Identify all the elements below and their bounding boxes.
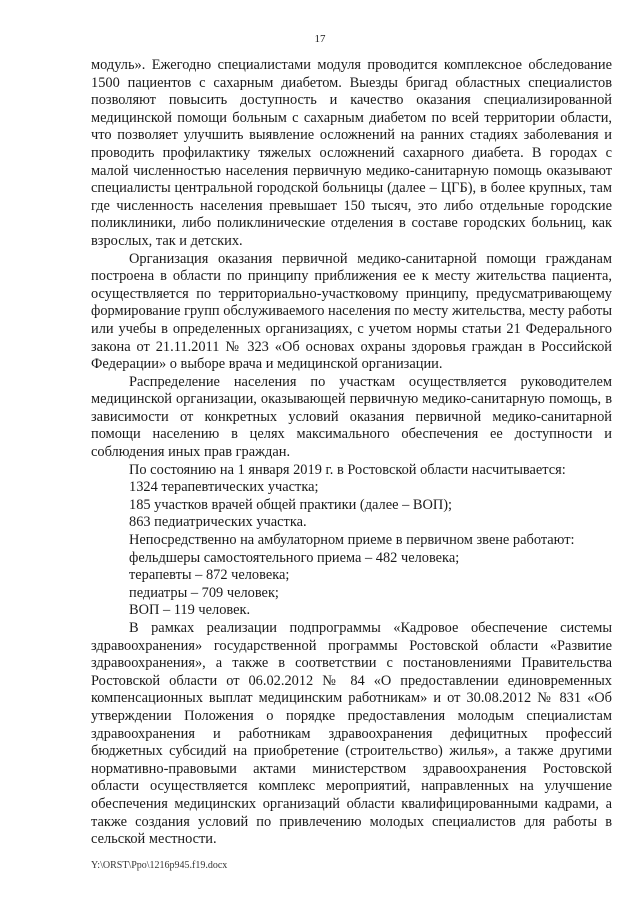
- paragraph-outpatient-intro: Непосредственно на амбулаторном приеме в первичном звене работают:: [129, 532, 575, 549]
- list-item-therapists: терапевты – 872 человека;: [129, 567, 290, 584]
- list-item-therapeutic-districts: 1324 терапевтических участка;: [129, 479, 319, 496]
- paragraph-status-intro: По состоянию на 1 января 2019 г. в Ростовской области насчитывается:: [129, 461, 566, 478]
- list-item-gp-districts: 185 участков врачей общей практики (далее – ВОП);: [129, 496, 453, 513]
- paragraph-staffing-subprogram: В рамках реализации подпрограммы «Кадровое обеспечение системы здравоохранения» государственной программы Ростовской области «Развитие здравоохранения», а также в соответствии с постановлениями Правительства Ростовской области от 06.02.2012 № 84 «О предоставлении единовременных компенсационных выплат медицинским работникам» и от 30.08.2012 № 831 «Об утверждении Положения о порядке предоставления молодым специалистам здравоохранения и работникам здравоохранения дефицитных профессий бюджетных субсидий на приобретение (строительство) жилья», а также другими нормативно-правовыми актами министерством здравоохранения Ростовской области осуществляется комплекс мероприятий, направленных на улучшение обеспечения медицинских организаций области квалифицированными кадрами, а также создания условий по привлечению молодых специалистов для работы в сельской местности.: [91, 620, 612, 848]
- paragraph-primary-care-organization: Организация оказания первичной медико-санитарной помощи гражданам построена в области по принципу приближения ее к месту жительства пациента, осуществляется по территориально-участковому принципу, предусматривающему формирование групп обслуживаемого населения по месту жительства, месту работы или учебы в определенных организациях, с учетом нормы статьи 21 Федерального закона от 21.11.2011 № 323 «Об основах охраны здоровья граждан в Российской Федерации» о выборе врача и медицинской организации.: [91, 250, 612, 373]
- list-item-pediatricians: педиатры – 709 человек;: [129, 584, 279, 601]
- paragraph-population-distribution: Распределение населения по участкам осуществляется руководителем медицинской организации, оказывающей первичную медико-санитарную помощь, в зависимости от конкретных условий оказания первичной медико-санитарной помощи населению в целях максимального обеспечения ее доступности и соблюдения иных прав граждан.: [91, 373, 612, 461]
- page-number: 17: [314, 33, 326, 45]
- list-item-gps: ВОП – 119 человек.: [129, 602, 251, 619]
- list-item-paramedics: фельдшеры самостоятельного приема – 482 человека;: [129, 549, 460, 566]
- document-body: [91, 57, 612, 849]
- paragraph-diabetes-module: модуль». Ежегодно специалистами модуля проводится комплексное обследование 1500 пациентов с сахарным диабетом. Выезды бригад областных специалистов позволяют повысить доступность и качество оказания специализированной медицинской помощи больным с сахарным диабетом по всей территории области, что позволяет улучшить выявление осложнений на ранних стадиях заболевания и проводить профилактику тяжелых осложнений сахарного диабета. В городах с малой численностью населения первичную медико-санитарную помощь оказывают специалисты центральной городской больницы (далее – ЦГБ), в более крупных, там где численность населения превышает 150 тысяч, это либо отдельные городские поликлиники, либо поликлинические отделения в составе городских больниц, как взрослых, так и детских.: [91, 57, 612, 249]
- footer-file-path: Y:\ORST\Ppo\1216p945.f19.docx: [91, 860, 228, 871]
- list-item-pediatric-districts: 863 педиатрических участка.: [129, 514, 307, 531]
